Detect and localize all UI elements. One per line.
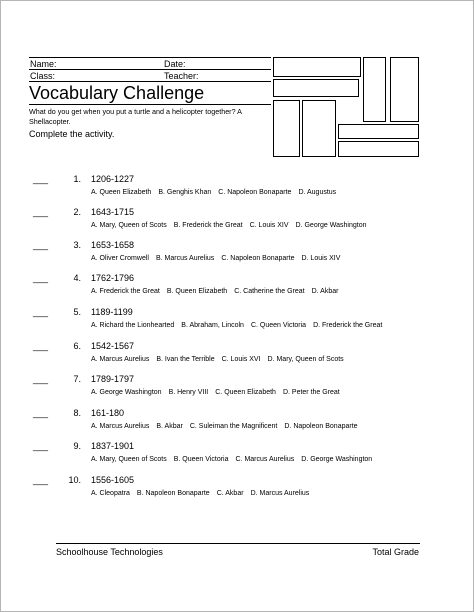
choice-d: D. Marcus Aurelius xyxy=(250,490,310,497)
footer-publisher: Schoolhouse Technologies xyxy=(56,547,163,557)
choice-a: A. Frederick the Great xyxy=(91,288,160,295)
choice-d: D. Akbar xyxy=(311,288,339,295)
choice-c: C. Napoleon Bonaparte xyxy=(221,255,295,262)
question-item xyxy=(1,174,473,204)
choice-a: A. Oliver Cromwell xyxy=(91,255,149,262)
puzzle-box xyxy=(302,100,336,157)
question-item xyxy=(1,475,473,505)
question-item xyxy=(1,374,473,404)
question-item xyxy=(1,273,473,303)
choice-c: C. Louis XVI xyxy=(221,356,261,363)
puzzle-box xyxy=(338,141,419,157)
puzzle-box xyxy=(390,57,419,122)
name-row-rule xyxy=(29,69,271,70)
choice-a: A. Mary, Queen of Scots xyxy=(91,222,167,229)
answer-choices xyxy=(91,287,345,296)
question-number: 3. xyxy=(73,240,81,250)
choice-b: B. Frederick the Great xyxy=(173,222,243,229)
answer-choices xyxy=(91,355,351,364)
question-term: 1556-1605 xyxy=(91,475,135,485)
question-number: 1. xyxy=(73,174,81,184)
answer-blank[interactable]: ___ xyxy=(33,341,49,351)
question-number: 5. xyxy=(73,307,81,317)
footer-total-grade: Total Grade xyxy=(372,547,419,557)
question-term: 1653-1658 xyxy=(91,240,135,250)
page-title: Vocabulary Challenge xyxy=(29,83,205,103)
answer-blank[interactable]: ___ xyxy=(33,273,49,283)
riddle-text: What do you get when you put a turtle and a helicopter together? A Shellacopter. xyxy=(29,107,242,126)
answer-choices xyxy=(91,422,365,431)
puzzle-box xyxy=(273,57,361,77)
choice-d: D. Mary, Queen of Scots xyxy=(267,356,344,363)
answer-blank[interactable]: ___ xyxy=(33,475,49,485)
choice-b: B. Marcus Aurelius xyxy=(155,255,215,262)
choice-a: A. George Washington xyxy=(91,389,162,396)
choice-b: B. Napoleon Bonaparte xyxy=(136,490,210,497)
answer-choices xyxy=(91,254,347,263)
choice-d: D. Peter the Great xyxy=(282,389,340,396)
question-term: 1762-1796 xyxy=(91,273,135,283)
teacher-label: Teacher: xyxy=(164,71,199,81)
choice-d: D. George Washington xyxy=(301,456,373,463)
choice-c: C. Catherine the Great xyxy=(234,288,305,295)
answer-blank[interactable]: ___ xyxy=(33,441,49,451)
question-number: 4. xyxy=(73,273,81,283)
answer-blank[interactable]: ___ xyxy=(33,408,49,418)
question-item xyxy=(1,341,473,371)
answer-choices xyxy=(91,221,373,230)
choice-b: B. Akbar xyxy=(156,423,183,430)
answer-choices xyxy=(91,388,347,397)
choice-a: A. Richard the Lionhearted xyxy=(91,322,175,329)
choice-a: A. Marcus Aurelius xyxy=(91,356,150,363)
title-rule xyxy=(29,104,271,105)
choice-b: B. Queen Elizabeth xyxy=(166,288,228,295)
choice-c: C. Suleiman the Magnificent xyxy=(189,423,278,430)
question-term: 1789-1797 xyxy=(91,374,135,384)
question-number: 2. xyxy=(73,207,81,217)
choice-c: C. Napoleon Bonaparte xyxy=(218,189,292,196)
instructions: Complete the activity. xyxy=(29,129,115,139)
choice-a: A. Cleopatra xyxy=(91,490,130,497)
answer-blank[interactable]: ___ xyxy=(33,307,49,317)
question-number: 8. xyxy=(73,408,81,418)
question-number: 10. xyxy=(68,475,81,485)
question-number: 6. xyxy=(73,341,81,351)
choice-d: D. George Washington xyxy=(295,222,367,229)
answer-choices xyxy=(91,489,316,498)
question-number: 9. xyxy=(73,441,81,451)
class-label: Class: xyxy=(30,71,56,81)
choice-a: A. Marcus Aurelius xyxy=(91,423,150,430)
choice-b: B. Henry VIII xyxy=(168,389,209,396)
header-top-rule xyxy=(29,57,271,58)
choice-d: D. Frederick the Great xyxy=(313,322,383,329)
choice-c: C. Queen Victoria xyxy=(250,322,307,329)
question-number: 7. xyxy=(73,374,81,384)
choice-a: A. Queen Elizabeth xyxy=(91,189,152,196)
answer-choices xyxy=(91,188,343,197)
question-item xyxy=(1,408,473,438)
choice-c: C. Louis XIV xyxy=(249,222,289,229)
choice-b: B. Queen Victoria xyxy=(173,456,229,463)
puzzle-graphic xyxy=(273,57,419,157)
choice-b: B. Ivan the Terrible xyxy=(156,356,215,363)
question-term: 161-180 xyxy=(91,408,125,418)
answer-blank[interactable]: ___ xyxy=(33,240,49,250)
choice-c: C. Marcus Aurelius xyxy=(235,456,295,463)
answer-choices xyxy=(91,321,389,330)
date-label: Date: xyxy=(164,59,186,69)
choice-b: B. Abraham, Lincoln xyxy=(181,322,244,329)
question-term: 1837-1901 xyxy=(91,441,135,451)
puzzle-box xyxy=(273,100,300,157)
question-term: 1189-1199 xyxy=(91,307,133,317)
question-term: 1206-1227 xyxy=(91,174,135,184)
question-item xyxy=(1,307,473,337)
puzzle-box xyxy=(338,124,419,139)
question-item xyxy=(1,207,473,237)
footer-rule xyxy=(56,543,420,544)
question-item xyxy=(1,441,473,471)
name-label: Name: xyxy=(30,59,57,69)
question-item xyxy=(1,240,473,270)
puzzle-box xyxy=(273,79,359,97)
answer-blank[interactable]: ___ xyxy=(33,174,49,184)
choice-d: D. Napoleon Bonaparte xyxy=(284,423,358,430)
puzzle-box xyxy=(363,57,386,122)
choice-b: B. Genghis Khan xyxy=(158,189,212,196)
question-term: 1643-1715 xyxy=(91,207,135,217)
choice-c: C. Akbar xyxy=(216,490,244,497)
choice-d: D. Augustus xyxy=(298,189,337,196)
choice-d: D. Louis XIV xyxy=(301,255,341,262)
question-term: 1542-1567 xyxy=(91,341,135,351)
answer-choices xyxy=(91,455,379,464)
answer-blank[interactable]: ___ xyxy=(33,207,49,217)
choice-c: C. Queen Elizabeth xyxy=(215,389,276,396)
answer-blank[interactable]: ___ xyxy=(33,374,49,384)
choice-a: A. Mary, Queen of Scots xyxy=(91,456,167,463)
